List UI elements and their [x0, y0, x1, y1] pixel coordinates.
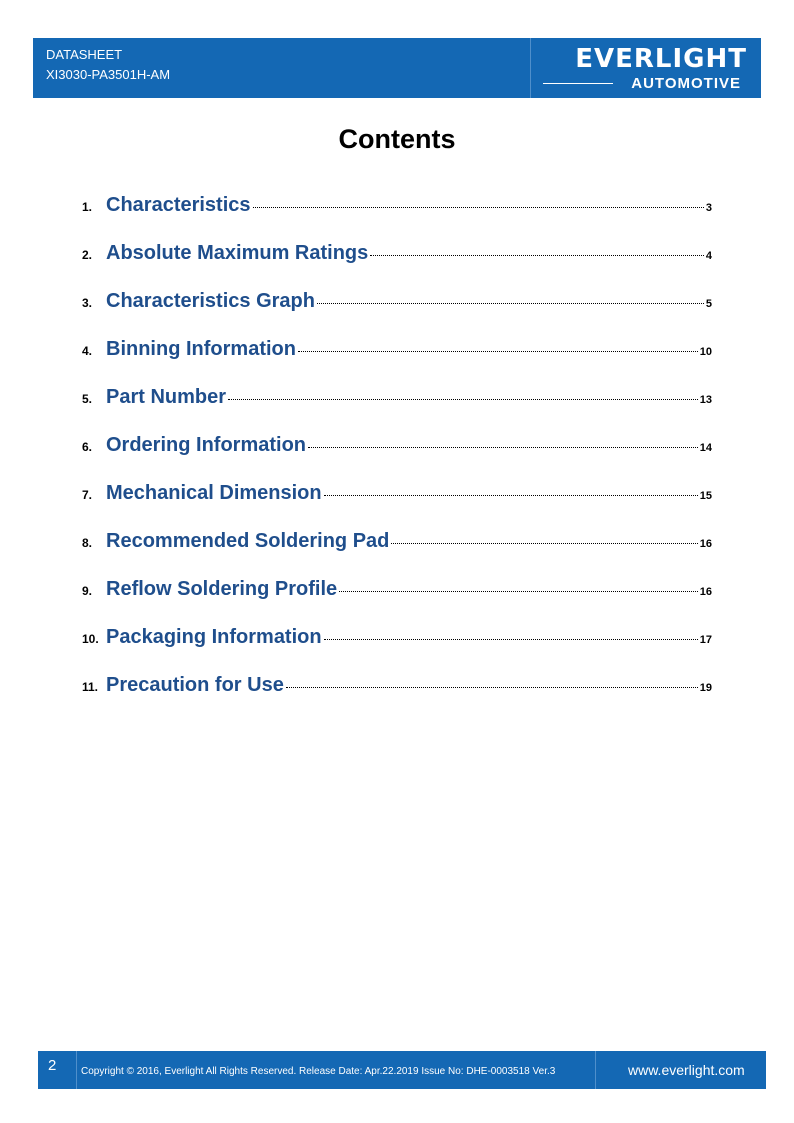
doc-type: DATASHEET [46, 47, 123, 62]
footer-divider [76, 1051, 77, 1089]
toc-number: 9. [82, 584, 93, 598]
toc-number: 1. [82, 200, 93, 214]
toc-item[interactable] [82, 428, 712, 476]
toc-number: 4. [82, 344, 93, 358]
toc-label[interactable]: Characteristics [106, 194, 251, 216]
toc-item[interactable] [82, 524, 712, 572]
copyright-text: Copyright © 2016, Everlight All Rights Reserved. Release Date: Apr.22.2019 Issue No: DHE-0003518 Ver.3 [81, 1066, 556, 1077]
toc-page-number: 19 [699, 682, 712, 694]
toc-item[interactable] [82, 236, 712, 284]
header-info [46, 45, 170, 85]
toc-number: 8. [82, 536, 93, 550]
toc-leader-dots [339, 591, 698, 592]
page-number: 2 [48, 1057, 57, 1074]
toc-item[interactable] [82, 332, 712, 380]
logo-brand: EVERLIGHT [575, 44, 747, 74]
toc-number: 5. [82, 392, 93, 406]
toc-label[interactable]: Binning Information [106, 338, 296, 360]
website-link[interactable]: www.everlight.com [628, 1062, 745, 1078]
footer-divider [595, 1051, 596, 1089]
part-number: XI3030-PA3501H-AM [46, 67, 171, 82]
logo-rule [543, 83, 613, 84]
toc-label[interactable]: Ordering Information [106, 434, 306, 456]
toc-label[interactable]: Characteristics Graph [106, 290, 315, 312]
toc-leader-dots [298, 351, 698, 352]
toc-item[interactable] [82, 476, 712, 524]
toc-number: 2. [82, 248, 93, 262]
toc-item[interactable] [82, 668, 712, 716]
toc-leader-dots [370, 255, 704, 256]
toc-label[interactable]: Mechanical Dimension [106, 482, 322, 504]
toc-number: 3. [82, 296, 93, 310]
toc-label[interactable]: Precaution for Use [106, 674, 284, 696]
toc-label[interactable]: Absolute Maximum Ratings [106, 242, 369, 264]
toc-page-number: 14 [699, 442, 712, 454]
toc-item[interactable] [82, 572, 712, 620]
logo-sub: AUTOMOTIVE [631, 75, 741, 92]
toc-page-number: 17 [699, 634, 712, 646]
toc-page-number: 5 [705, 298, 712, 310]
toc-page-number: 13 [699, 394, 712, 406]
toc-page-number: 10 [699, 346, 712, 358]
toc-label[interactable]: Reflow Soldering Profile [106, 578, 338, 600]
toc-label[interactable]: Recommended Soldering Pad [106, 530, 390, 552]
toc-page-number: 4 [705, 250, 712, 262]
toc-leader-dots [253, 207, 704, 208]
toc-number: 10. [82, 632, 99, 646]
toc-leader-dots [324, 495, 698, 496]
toc-leader-dots [324, 639, 698, 640]
toc-leader-dots [391, 543, 697, 544]
toc-leader-dots [317, 303, 704, 304]
footer-bar [38, 1051, 766, 1089]
table-of-contents [82, 188, 712, 716]
toc-page-number: 16 [699, 538, 712, 550]
page-title: Contents [338, 124, 456, 154]
toc-label[interactable]: Part Number [106, 386, 227, 408]
toc-leader-dots [286, 687, 698, 688]
header-bar [33, 38, 761, 98]
header-divider [530, 38, 531, 98]
toc-number: 7. [82, 488, 93, 502]
toc-label[interactable]: Packaging Information [106, 626, 322, 648]
toc-number: 6. [82, 440, 93, 454]
toc-number: 11. [82, 680, 99, 694]
toc-item[interactable] [82, 188, 712, 236]
toc-page-number: 16 [699, 586, 712, 598]
toc-page-number: 3 [705, 202, 712, 214]
everlight-logo [543, 42, 753, 94]
toc-page-number: 15 [699, 490, 712, 502]
toc-leader-dots [228, 399, 698, 400]
toc-item[interactable] [82, 284, 712, 332]
toc-leader-dots [308, 447, 698, 448]
toc-item[interactable] [82, 620, 712, 668]
toc-item[interactable] [82, 380, 712, 428]
